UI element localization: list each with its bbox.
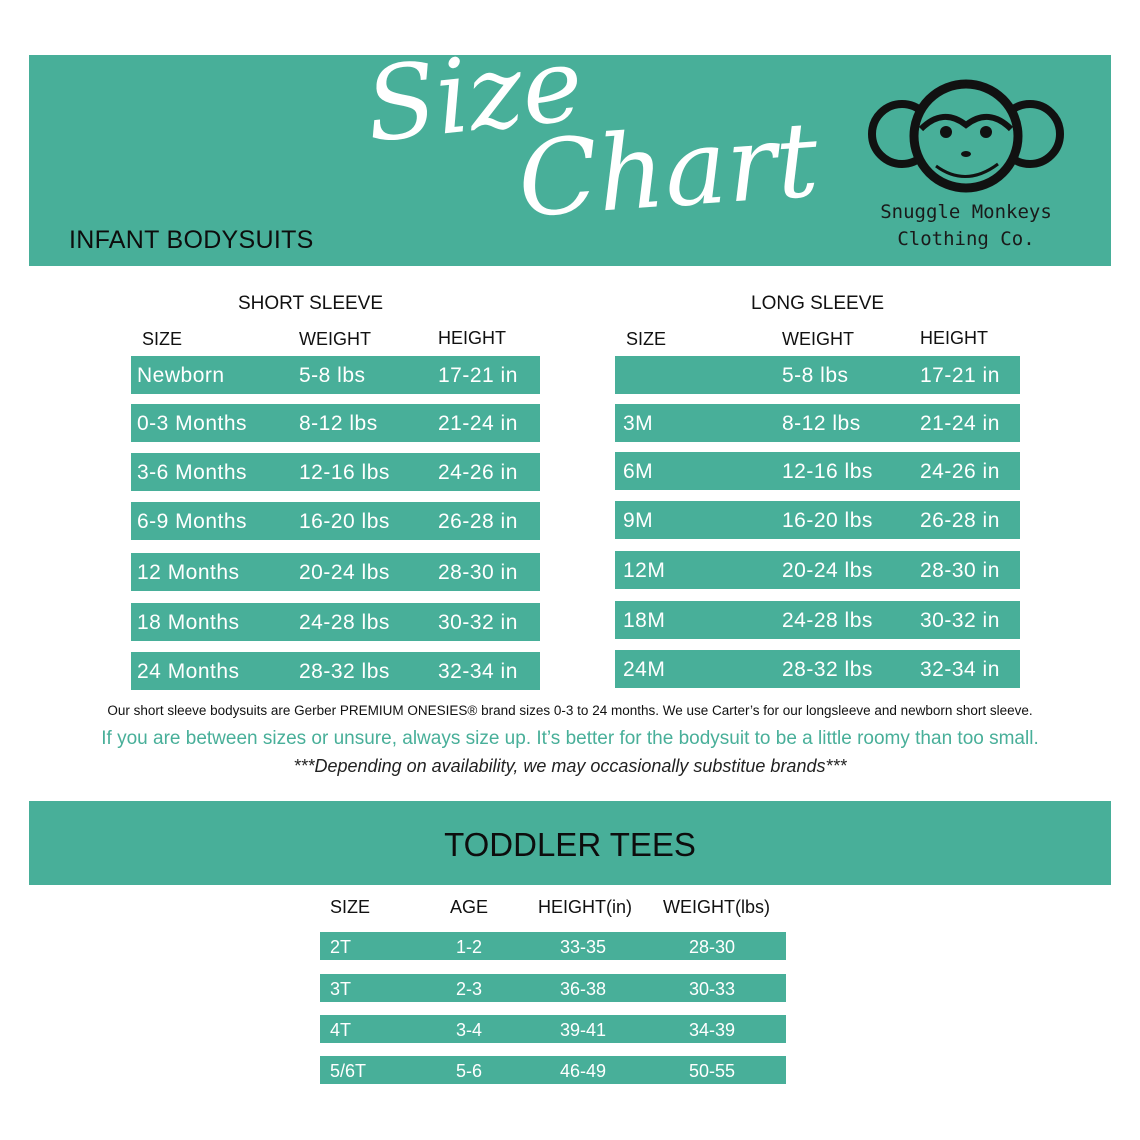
short-weight-cell: 28-32 lbs	[299, 660, 390, 683]
short-table-row	[131, 652, 540, 690]
long-height-cell: 32-34 in	[920, 658, 1000, 681]
toddler-height-cell: 46-49	[560, 1061, 607, 1081]
short-sleeve-title: SHORT SLEEVE	[238, 293, 384, 314]
toddler-age-cell: 3-4	[456, 1020, 483, 1040]
short-col-weight: WEIGHT	[299, 329, 371, 349]
toddler-table-row	[320, 1015, 786, 1043]
short-table-row	[131, 356, 540, 394]
toddler-tees-heading: TODDLER TEES	[444, 826, 696, 863]
long-height-cell: 30-32 in	[920, 609, 1000, 632]
long-height-cell: 28-30 in	[920, 559, 1000, 582]
long-size-cell: 3M	[623, 412, 654, 435]
toddler-height-cell: 36-38	[560, 979, 607, 999]
toddler-col-height: HEIGHT(in)	[538, 897, 632, 917]
short-weight-cell: 16-20 lbs	[299, 510, 390, 533]
short-size-cell: 3-6 Months	[137, 461, 248, 484]
brand-name-line2: Clothing Co.	[897, 228, 1035, 250]
long-size-cell: 6M	[623, 460, 654, 483]
long-col-weight: WEIGHT	[782, 329, 854, 349]
toddler-weight-cell: 30-33	[689, 979, 736, 999]
toddler-size-cell: 5/6T	[330, 1061, 367, 1081]
long-table-row	[615, 452, 1020, 490]
toddler-size-cell: 4T	[330, 1020, 352, 1040]
toddler-size-cell: 3T	[330, 979, 352, 999]
long-size-cell: 18M	[623, 609, 666, 632]
short-size-cell: 24 Months	[137, 660, 240, 683]
short-size-cell: 0-3 Months	[137, 412, 248, 435]
long-table-row	[615, 650, 1020, 688]
toddler-col-size: SIZE	[330, 897, 371, 917]
long-table-row	[615, 356, 1020, 394]
toddler-col-age: AGE	[450, 897, 489, 917]
short-weight-cell: 24-28 lbs	[299, 611, 390, 634]
short-size-cell: 12 Months	[137, 561, 240, 584]
toddler-age-cell: 5-6	[456, 1061, 483, 1081]
toddler-weight-cell: 28-30	[689, 937, 736, 957]
long-size-cell: 12M	[623, 559, 666, 582]
long-table-row	[615, 551, 1020, 589]
short-height-cell: 28-30 in	[438, 561, 518, 584]
availability-note: ***Depending on availability, we may occasionally substitue brands***	[293, 756, 847, 776]
toddler-height-cell: 33-35	[560, 937, 607, 957]
long-table-row	[615, 501, 1020, 539]
long-height-cell: 24-26 in	[920, 460, 1000, 483]
long-table-row	[615, 601, 1020, 639]
brand-name-line1: Snuggle Monkeys	[880, 201, 1052, 223]
long-height-cell: 26-28 in	[920, 509, 1000, 532]
toddler-age-cell: 1-2	[456, 937, 483, 957]
short-weight-cell: 12-16 lbs	[299, 461, 390, 484]
long-col-height: HEIGHT	[920, 328, 989, 348]
toddler-col-weight: WEIGHT(lbs)	[663, 897, 770, 917]
long-table-row	[615, 404, 1020, 442]
size-up-note: If you are between sizes or unsure, always size up. It’s better for the bodysuit to be a little roomy than too small.	[101, 728, 1039, 749]
long-height-cell: 17-21 in	[920, 364, 1000, 387]
short-weight-cell: 20-24 lbs	[299, 561, 390, 584]
short-height-cell: 30-32 in	[438, 611, 518, 634]
short-table-row	[131, 453, 540, 491]
long-col-size: SIZE	[626, 329, 667, 349]
long-weight-cell: 5-8 lbs	[782, 364, 849, 387]
short-height-cell: 26-28 in	[438, 510, 518, 533]
short-height-cell: 32-34 in	[438, 660, 518, 683]
short-size-cell: 18 Months	[137, 611, 240, 634]
short-weight-cell: 8-12 lbs	[299, 412, 378, 435]
short-height-cell: 24-26 in	[438, 461, 518, 484]
toddler-table-row	[320, 932, 786, 960]
short-size-cell: 6-9 Months	[137, 510, 248, 533]
title-size-word: Size	[360, 24, 589, 166]
short-table-row	[131, 502, 540, 540]
toddler-size-cell: 2T	[330, 937, 352, 957]
short-weight-cell: 5-8 lbs	[299, 364, 366, 387]
short-height-cell: 17-21 in	[438, 364, 518, 387]
toddler-table-row	[320, 974, 786, 1002]
long-weight-cell: 28-32 lbs	[782, 658, 873, 681]
long-weight-cell: 8-12 lbs	[782, 412, 861, 435]
short-size-cell: Newborn	[137, 364, 225, 387]
short-col-size: SIZE	[142, 329, 183, 349]
short-table-row	[131, 404, 540, 442]
infant-bodysuits-heading: INFANT BODYSUITS	[69, 226, 314, 254]
brand-note: Our short sleeve bodysuits are Gerber PREMIUM ONESIES® brand sizes 0-3 to 24 months. We use Carter’s for our longsleeve and newborn short sleeve.	[107, 703, 1033, 718]
toddler-weight-cell: 34-39	[689, 1020, 736, 1040]
monkey-logo-icon	[866, 74, 1066, 194]
long-weight-cell: 16-20 lbs	[782, 509, 873, 532]
title-chart-word: Chart	[514, 98, 822, 241]
toddler-height-cell: 39-41	[560, 1020, 607, 1040]
toddler-weight-cell: 50-55	[689, 1061, 736, 1081]
long-sleeve-title: LONG SLEEVE	[751, 293, 885, 314]
toddler-age-cell: 2-3	[456, 979, 483, 999]
long-weight-cell: 20-24 lbs	[782, 559, 873, 582]
long-size-cell: 24M	[623, 658, 666, 681]
long-size-cell: 9M	[623, 509, 654, 532]
short-table-row	[131, 553, 540, 591]
long-weight-cell: 24-28 lbs	[782, 609, 873, 632]
long-height-cell: 21-24 in	[920, 412, 1000, 435]
short-height-cell: 21-24 in	[438, 412, 518, 435]
short-col-height: HEIGHT	[438, 328, 507, 348]
long-weight-cell: 12-16 lbs	[782, 460, 873, 483]
short-table-row	[131, 603, 540, 641]
toddler-table-row	[320, 1056, 786, 1084]
